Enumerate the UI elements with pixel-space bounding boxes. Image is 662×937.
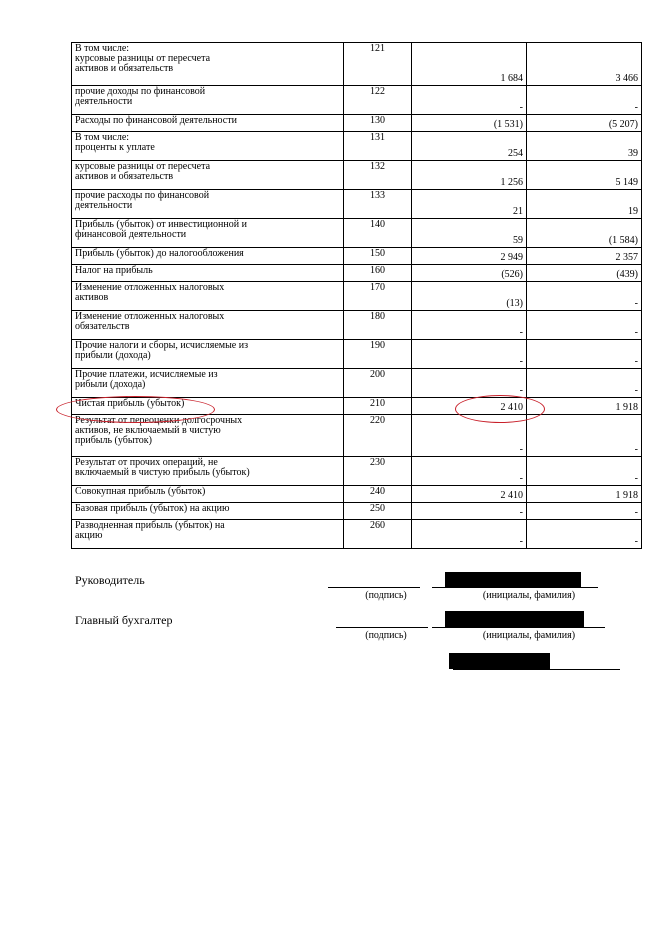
- previous-period-cell: [527, 115, 642, 132]
- director-signature-line: [328, 587, 420, 588]
- previous-period-cell: [527, 43, 642, 86]
- line-code-cell: [344, 248, 412, 265]
- current-period-cell: [412, 86, 527, 115]
- previous-period-text: -: [634, 356, 638, 367]
- previous-period-cell: [527, 282, 642, 311]
- current-period-text: -: [519, 444, 523, 455]
- current-period-text: -: [519, 385, 523, 396]
- line-code-cell: [344, 398, 412, 415]
- current-period-cell: [412, 520, 527, 549]
- previous-period-cell: [527, 190, 642, 219]
- line-name-cell: [72, 457, 344, 486]
- line-name-cell: [72, 86, 344, 115]
- line-name-cell: [72, 190, 344, 219]
- previous-period-text: 1 918: [615, 402, 638, 413]
- line-code-text: 121: [370, 43, 385, 54]
- line-name-text: Прочие налоги и сборы, исчисляемые из прибыли (дохода): [75, 340, 249, 361]
- current-period-cell: [412, 265, 527, 282]
- current-period-cell: [412, 219, 527, 248]
- previous-period-text: -: [634, 473, 638, 484]
- previous-period-cell: [527, 415, 642, 457]
- table-row: [72, 86, 642, 115]
- line-name-text: прочие расходы по финансовой деятельности: [75, 190, 210, 211]
- table-row: [72, 43, 642, 86]
- table-row: [72, 520, 642, 549]
- line-name-text: Изменение отложенных налоговых активов: [75, 282, 225, 303]
- current-period-cell: [412, 369, 527, 398]
- previous-period-text: -: [634, 102, 638, 113]
- line-name-text: Изменение отложенных налоговых обязательств: [75, 311, 225, 332]
- table-row: [72, 219, 642, 248]
- line-code-cell: [344, 340, 412, 369]
- line-name-text: Прибыль (убыток) от инвестиционной и финансовой деятельности: [75, 219, 247, 240]
- current-period-cell: [412, 340, 527, 369]
- director-signature-caption: (подпись): [365, 590, 407, 601]
- previous-period-cell: [527, 161, 642, 190]
- line-name-text: Прочие платежи, исчисляемые из рибыли (дохода): [75, 369, 218, 390]
- line-code-cell: [344, 311, 412, 340]
- table-row: [72, 486, 642, 503]
- line-code-text: 160: [370, 265, 385, 276]
- previous-period-cell: [527, 340, 642, 369]
- line-name-text: Расходы по финансовой деятельности: [75, 115, 237, 126]
- director-initials-line: [432, 587, 598, 588]
- previous-period-cell: [527, 369, 642, 398]
- current-period-text: 1 256: [500, 177, 523, 188]
- chief-accountant-label: Главный бухгалтер: [75, 613, 173, 627]
- line-name-cell: [72, 43, 344, 86]
- line-name-text: Результат от переоценки долгосрочных активов, не включаемый в чистую прибыль (убыток): [75, 415, 243, 446]
- table-row: [72, 190, 642, 219]
- current-period-cell: [412, 415, 527, 457]
- previous-period-text: (5 207): [608, 119, 638, 130]
- line-code-cell: [344, 132, 412, 161]
- current-period-text: 2 410: [500, 402, 523, 413]
- line-code-text: 130: [370, 115, 385, 126]
- previous-period-cell: [527, 457, 642, 486]
- previous-period-text: 1 918: [615, 490, 638, 501]
- line-code-text: 200: [370, 369, 385, 380]
- line-code-cell: [344, 503, 412, 520]
- line-code-cell: [344, 43, 412, 86]
- previous-period-text: 39: [628, 148, 638, 159]
- line-code-text: 180: [370, 311, 385, 322]
- line-name-cell: [72, 248, 344, 265]
- current-period-cell: [412, 486, 527, 503]
- current-period-text: -: [519, 356, 523, 367]
- line-code-text: 260: [370, 520, 385, 531]
- previous-period-text: 3 466: [615, 73, 638, 84]
- previous-period-text: -: [634, 385, 638, 396]
- current-period-text: -: [519, 536, 523, 547]
- previous-period-text: -: [634, 298, 638, 309]
- current-period-text: -: [519, 473, 523, 484]
- director-label: Руководитель: [75, 573, 145, 587]
- previous-period-cell: [527, 219, 642, 248]
- current-period-cell: [412, 311, 527, 340]
- line-code-text: 220: [370, 415, 385, 426]
- previous-period-cell: [527, 398, 642, 415]
- table-row: [72, 398, 642, 415]
- table-row: [72, 265, 642, 282]
- line-code-cell: [344, 282, 412, 311]
- current-period-text: 2 410: [500, 490, 523, 501]
- line-code-text: 230: [370, 457, 385, 468]
- line-code-cell: [344, 190, 412, 219]
- line-code-cell: [344, 265, 412, 282]
- previous-period-cell: [527, 520, 642, 549]
- previous-period-text: -: [634, 327, 638, 338]
- table-row: [72, 415, 642, 457]
- line-name-cell: [72, 415, 344, 457]
- line-name-text: прочие доходы по финансовой деятельности: [75, 86, 206, 107]
- table-row: [72, 311, 642, 340]
- line-code-text: 150: [370, 248, 385, 259]
- previous-period-text: 19: [628, 206, 638, 217]
- current-period-cell: [412, 161, 527, 190]
- current-period-text: -: [519, 507, 523, 518]
- previous-period-cell: [527, 86, 642, 115]
- accountant-name-redaction: [445, 611, 584, 627]
- line-name-cell: [72, 132, 344, 161]
- line-name-cell: [72, 520, 344, 549]
- table-row: [72, 161, 642, 190]
- line-name-text: Базовая прибыль (убыток) на акцию: [75, 503, 230, 514]
- current-period-text: 1 684: [500, 73, 523, 84]
- current-period-cell: [412, 503, 527, 520]
- line-code-text: 132: [370, 161, 385, 172]
- line-code-cell: [344, 457, 412, 486]
- current-period-text: 254: [508, 148, 523, 159]
- line-code-text: 133: [370, 190, 385, 201]
- report-table-body: [72, 43, 642, 549]
- previous-period-cell: [527, 248, 642, 265]
- current-period-text: (13): [506, 298, 523, 309]
- line-code-cell: [344, 520, 412, 549]
- current-period-cell: [412, 115, 527, 132]
- line-code-cell: [344, 161, 412, 190]
- table-row: [72, 457, 642, 486]
- previous-period-text: 2 357: [615, 252, 638, 263]
- previous-period-cell: [527, 486, 642, 503]
- line-name-text: Совокупная прибыль (убыток): [75, 486, 206, 497]
- line-name-cell: [72, 282, 344, 311]
- current-period-cell: [412, 43, 527, 86]
- previous-period-cell: [527, 132, 642, 161]
- line-code-text: 190: [370, 340, 385, 351]
- accountant-initials-caption: (инициалы, фамилия): [482, 630, 576, 641]
- line-name-text: Чистая прибыль (убыток): [75, 398, 185, 409]
- director-name-redaction: [445, 572, 581, 588]
- line-name-text: Налог на прибыль: [75, 265, 153, 276]
- current-period-text: 59: [513, 235, 523, 246]
- line-code-text: 170: [370, 282, 385, 293]
- line-code-cell: [344, 86, 412, 115]
- line-code-cell: [344, 115, 412, 132]
- current-period-text: 2 949: [500, 252, 523, 263]
- current-period-cell: [412, 190, 527, 219]
- line-code-text: 250: [370, 503, 385, 514]
- line-name-cell: [72, 486, 344, 503]
- table-row: [72, 248, 642, 265]
- line-code-cell: [344, 415, 412, 457]
- line-name-cell: [72, 369, 344, 398]
- previous-period-text: (1 584): [608, 235, 638, 246]
- line-code-cell: [344, 219, 412, 248]
- line-name-text: курсовые разницы от пересчета активов и обязательств: [75, 161, 211, 182]
- current-period-cell: [412, 282, 527, 311]
- current-period-cell: [412, 457, 527, 486]
- line-code-text: 122: [370, 86, 385, 97]
- financial-results-table: [71, 42, 642, 549]
- line-code-text: 140: [370, 219, 385, 230]
- line-code-text: 240: [370, 486, 385, 497]
- table-row: [72, 369, 642, 398]
- previous-period-cell: [527, 265, 642, 282]
- line-name-cell: [72, 340, 344, 369]
- stamp-date-redaction: [449, 653, 550, 669]
- accountant-initials-line: [432, 627, 605, 628]
- line-code-text: 131: [370, 132, 385, 143]
- previous-period-text: 5 149: [615, 177, 638, 188]
- accountant-signature-caption: (подпись): [365, 630, 407, 641]
- line-name-text: Результат от прочих операций, не включаемый в чистую прибыль (убыток): [75, 457, 250, 478]
- line-code-cell: [344, 369, 412, 398]
- current-period-text: -: [519, 102, 523, 113]
- table-row: [72, 132, 642, 161]
- current-period-text: (1 531): [493, 119, 523, 130]
- line-name-cell: [72, 115, 344, 132]
- previous-period-text: (439): [616, 269, 638, 280]
- current-period-text: 21: [513, 206, 523, 217]
- line-name-text: В том числе: курсовые разницы от пересчета активов и обязательств: [75, 43, 211, 74]
- line-name-text: Прибыль (убыток) до налогообложения: [75, 248, 244, 259]
- current-period-cell: [412, 248, 527, 265]
- date-line: [453, 669, 620, 670]
- current-period-cell: [412, 132, 527, 161]
- line-name-cell: [72, 311, 344, 340]
- table-row: [72, 282, 642, 311]
- line-name-cell: [72, 161, 344, 190]
- previous-period-text: -: [634, 444, 638, 455]
- previous-period-cell: [527, 503, 642, 520]
- line-code-text: 210: [370, 398, 385, 409]
- director-initials-caption: (инициалы, фамилия): [482, 590, 576, 601]
- accountant-signature-line: [336, 627, 428, 628]
- table-row: [72, 503, 642, 520]
- line-name-cell: [72, 398, 344, 415]
- line-name-text: В том числе: проценты к уплате: [75, 132, 155, 153]
- line-name-cell: [72, 219, 344, 248]
- table-row: [72, 115, 642, 132]
- current-period-text: (526): [501, 269, 523, 280]
- line-name-cell: [72, 503, 344, 520]
- table-row: [72, 340, 642, 369]
- line-name-text: Разводненная прибыль (убыток) на акцию: [75, 520, 225, 541]
- line-name-cell: [72, 265, 344, 282]
- previous-period-cell: [527, 311, 642, 340]
- previous-period-text: -: [634, 536, 638, 547]
- current-period-text: -: [519, 327, 523, 338]
- line-code-cell: [344, 486, 412, 503]
- previous-period-text: -: [634, 507, 638, 518]
- current-period-cell: [412, 398, 527, 415]
